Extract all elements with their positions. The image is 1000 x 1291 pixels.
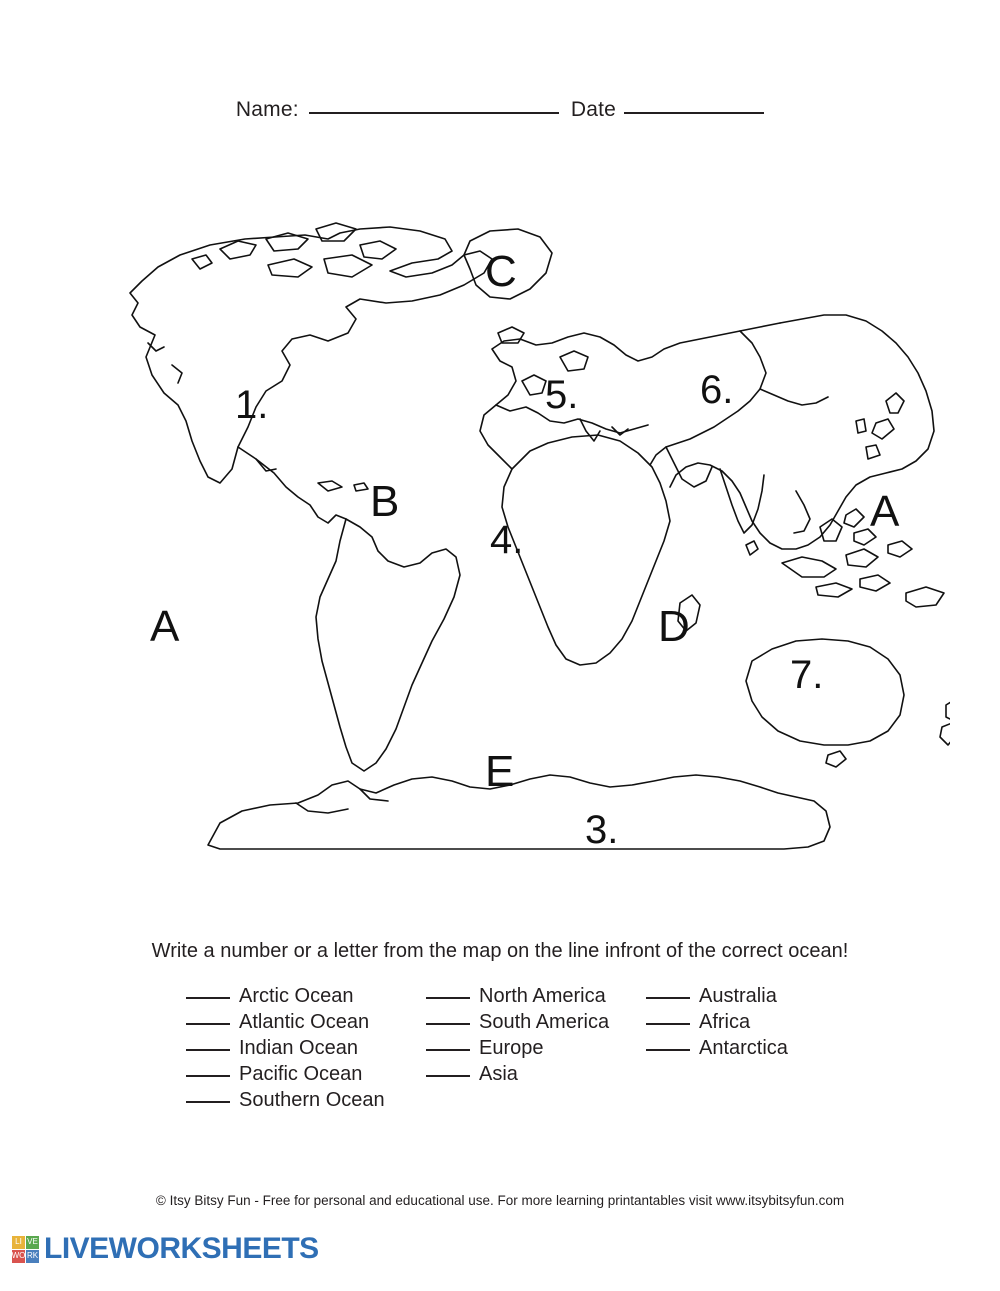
map-label-7: 7. (790, 653, 824, 697)
name-input-line[interactable] (309, 111, 559, 114)
answer-blank[interactable] (186, 1100, 230, 1103)
map-label-6: 6. (700, 368, 734, 412)
answer-label: North America (479, 985, 606, 1007)
answer-label: Australia (699, 985, 777, 1007)
answer-label: Asia (479, 1063, 518, 1085)
answer-blank[interactable] (186, 1022, 230, 1025)
map-label-e: E (485, 747, 515, 796)
list-item (186, 1089, 426, 1115)
list-item (426, 1037, 646, 1063)
answer-label: Pacific Ocean (239, 1063, 363, 1085)
answer-label: South America (479, 1011, 610, 1033)
map-label-d: D (658, 602, 690, 651)
name-label: Name: (235, 98, 299, 121)
world-map (60, 215, 950, 885)
answer-blank[interactable] (646, 1048, 690, 1051)
list-item (186, 1037, 426, 1063)
answer-blank[interactable] (186, 1048, 230, 1051)
logo-square-li: LI (12, 1236, 25, 1249)
logo-square-wo: WO (12, 1250, 25, 1263)
logo-text: LIVEWORKSHEETS (44, 1232, 319, 1265)
answer-blank[interactable] (186, 1074, 230, 1077)
date-label: Date (570, 98, 617, 121)
answer-list (186, 985, 886, 1115)
answer-label: Southern Ocean (239, 1089, 385, 1111)
answer-blank[interactable] (186, 996, 230, 999)
answer-label: Indian Ocean (239, 1037, 358, 1059)
list-item (186, 985, 426, 1011)
map-label-5: 5. (545, 373, 579, 417)
answer-blank[interactable] (646, 1022, 690, 1025)
list-item (426, 1011, 646, 1037)
instructions-text: Write a number or a letter from the map on the line infront of the correct ocean! (151, 940, 849, 962)
list-item (426, 1063, 646, 1089)
map-label-b: B (370, 477, 400, 526)
list-item (646, 1011, 866, 1037)
logo-square-rk: RK (26, 1250, 39, 1263)
name-date-row (0, 98, 1000, 122)
answer-column-continents-1 (426, 985, 646, 1115)
answer-blank[interactable] (646, 996, 690, 999)
answer-label: Atlantic Ocean (239, 1011, 370, 1033)
list-item (646, 1037, 866, 1063)
map-label-a-right: A (870, 487, 900, 536)
map-label-a-left: A (150, 602, 180, 651)
map-label-3: 3. (585, 808, 619, 852)
answer-label: Arctic Ocean (239, 985, 354, 1007)
list-item (646, 985, 866, 1011)
answer-label: Europe (479, 1037, 544, 1059)
list-item (186, 1063, 426, 1089)
answer-blank[interactable] (426, 1048, 470, 1051)
list-item (426, 985, 646, 1011)
liveworksheets-logo[interactable] (12, 1232, 319, 1266)
date-input-line[interactable] (624, 111, 764, 114)
logo-squares-icon (12, 1236, 39, 1263)
answer-blank[interactable] (426, 1074, 470, 1077)
logo-square-ve: VE (26, 1236, 39, 1249)
map-label-4: 4. (490, 518, 524, 562)
answer-label: Antarctica (699, 1037, 788, 1059)
answer-column-continents-2 (646, 985, 866, 1115)
footer-credit: © Itsy Bitsy Fun - Free for personal and educational use. For more learning printantables visit www.itsybitsyfun.com (155, 1193, 845, 1208)
answer-blank[interactable] (426, 1022, 470, 1025)
map-label-c: C (485, 247, 517, 296)
answer-blank[interactable] (426, 996, 470, 999)
map-label-1: 1. (235, 383, 269, 427)
answer-column-oceans (186, 985, 426, 1115)
answer-label: Africa (699, 1011, 751, 1033)
list-item (186, 1011, 426, 1037)
